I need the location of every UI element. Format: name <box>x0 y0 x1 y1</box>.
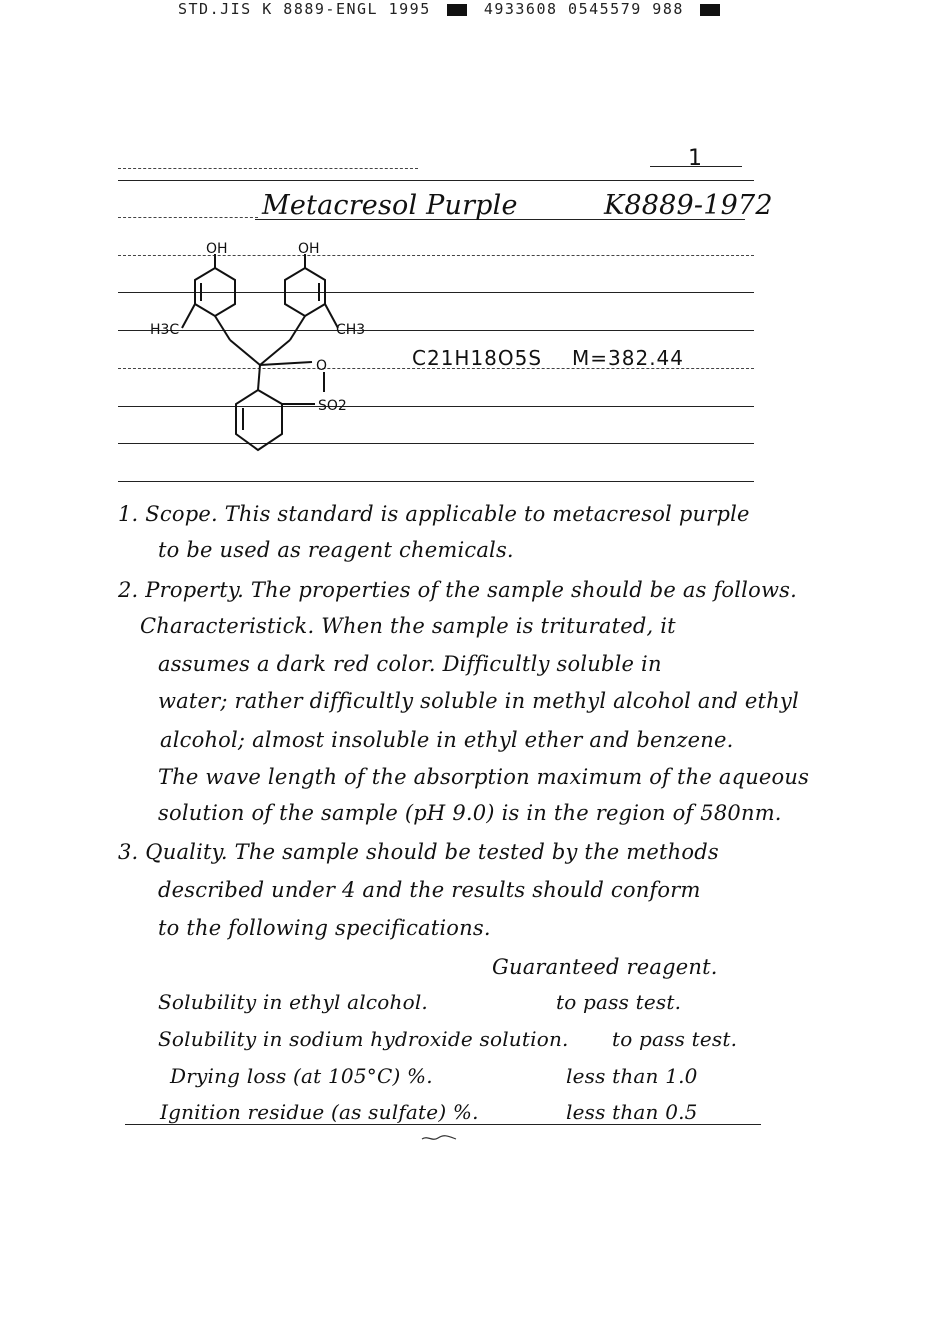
h3c-label: H3C <box>150 322 180 338</box>
spec-value: to pass test. <box>556 990 682 1014</box>
body-line: 2. Property. The properties of the sample should be as follows. <box>118 578 797 602</box>
page-number: 1 <box>688 146 702 171</box>
body-line: to be used as reagent chemicals. <box>158 538 514 562</box>
oh-right-label: OH <box>298 241 320 257</box>
document-header <box>178 0 726 18</box>
spec-value: less than 1.0 <box>566 1064 698 1088</box>
header-block-mark <box>447 4 467 16</box>
structural-formula <box>140 240 380 475</box>
so2-label: SO2 <box>318 398 347 414</box>
body-line: described under 4 and the results should conform <box>158 878 701 902</box>
compound-name: Metacresol Purple <box>262 190 518 221</box>
ch3-label: CH3 <box>336 322 366 338</box>
body-line: 1. Scope. This standard is applicable to metacresol purple <box>118 502 750 526</box>
body-line: alcohol; almost insoluble in ethyl ether and benzene. <box>160 728 734 752</box>
ruled-line <box>118 168 418 169</box>
body-line: 3. Quality. The sample should be tested by the methods <box>118 840 719 864</box>
body-line: to the following specifications. <box>158 916 491 940</box>
spec-item: Drying loss (at 105°C) %. <box>170 1064 433 1088</box>
header-block-mark <box>700 4 720 16</box>
spec-value: less than 0.5 <box>566 1100 698 1124</box>
ruled-line <box>118 217 258 218</box>
footnote-mark <box>420 1134 460 1142</box>
standard-number: K8889-1972 <box>604 190 773 221</box>
body-line: assumes a dark red color. Difficultly soluble in <box>158 652 662 676</box>
spec-item: Solubility in ethyl alcohol. <box>158 990 428 1014</box>
oh-left-label: OH <box>206 241 228 257</box>
spec-item: Ignition residue (as sulfate) %. <box>160 1100 479 1124</box>
ring-oxygen-label: O <box>316 358 328 374</box>
body-line: Characteristick. When the sample is triturated, it <box>140 614 676 638</box>
spec-column-header: Guaranteed reagent. <box>492 955 718 979</box>
spec-item: Solubility in sodium hydroxide solution. <box>158 1027 569 1051</box>
body-line: solution of the sample (pH 9.0) is in the region of 580nm. <box>158 801 782 825</box>
header-doc-id: STD.JIS K 8889-ENGL 1995 <box>178 0 431 18</box>
header-code: 4933608 0545579 988 <box>483 0 684 18</box>
body-line: The wave length of the absorption maximum of the aqueous <box>158 765 810 789</box>
body-line: water; rather difficultly soluble in methyl alcohol and ethyl <box>158 689 799 713</box>
spec-value: to pass test. <box>612 1027 738 1051</box>
molecular-mass: M=382.44 <box>572 346 684 370</box>
molecular-formula: C21H18O5S <box>412 346 543 370</box>
ruled-line <box>118 481 754 482</box>
ruled-line <box>118 180 754 181</box>
ruled-line <box>125 1124 761 1125</box>
